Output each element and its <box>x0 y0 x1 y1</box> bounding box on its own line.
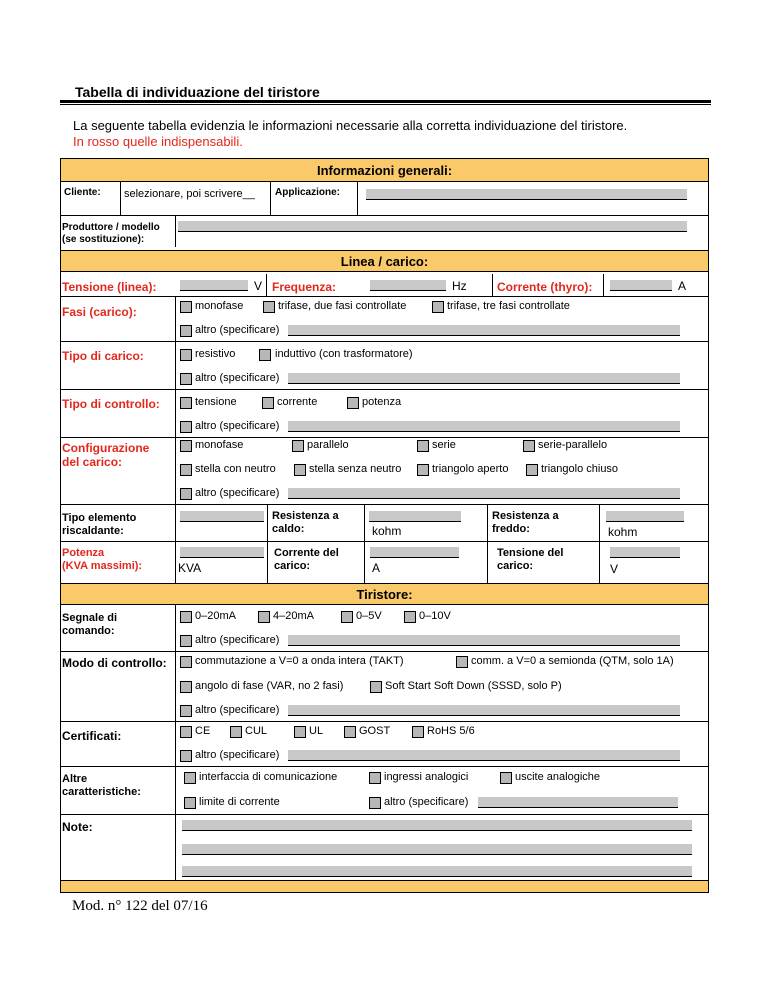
signal-0-5v-checkbox[interactable] <box>341 611 353 623</box>
client-label: Cliente: <box>64 187 101 198</box>
cert-gost-label: GOST <box>359 725 391 737</box>
cold-resistance-field[interactable] <box>606 511 684 522</box>
producer-label-line1: Produttore / modello <box>62 222 160 233</box>
load-inductive-checkbox[interactable] <box>259 349 271 361</box>
feature-analog-in-label: ingressi analogici <box>384 771 469 783</box>
control-power-checkbox[interactable] <box>347 397 359 409</box>
mode-other-field[interactable] <box>288 705 680 716</box>
title-rule <box>60 100 711 103</box>
config-monofase-checkbox[interactable] <box>180 440 192 452</box>
signal-0-10v-checkbox[interactable] <box>404 611 416 623</box>
mode-label: Modo di controllo: <box>62 656 167 670</box>
title-rule-thin <box>60 104 711 105</box>
config-closed-delta-checkbox[interactable] <box>526 464 538 476</box>
phases-two-controlled-checkbox[interactable] <box>263 301 275 313</box>
heater-label-line2: riscaldante: <box>62 525 124 537</box>
power-label-line1: Potenza <box>62 547 105 559</box>
phases-three-controlled-checkbox[interactable] <box>432 301 444 313</box>
cert-other-field[interactable] <box>288 750 680 761</box>
divider <box>599 504 600 541</box>
hot-resistance-label-line1: Resistenza a <box>272 510 339 522</box>
control-voltage-checkbox[interactable] <box>180 397 192 409</box>
config-closed-delta-label: triangolo chiuso <box>541 463 619 475</box>
signal-other-label: altro (specificare) <box>195 634 280 646</box>
feature-analog-in-checkbox[interactable] <box>369 772 381 784</box>
config-other-label: altro (specificare) <box>195 487 280 499</box>
hot-resistance-field[interactable] <box>369 511 461 522</box>
notes-field-line2[interactable] <box>182 844 692 855</box>
divider <box>487 504 488 541</box>
feature-analog-out-checkbox[interactable] <box>500 772 512 784</box>
intro-line: La seguente tabella evidenzia le informazioni necessarie alla corretta individuazione del tiristore. <box>73 118 628 133</box>
section-line-title: Linea / carico: <box>340 254 429 269</box>
cert-ce-checkbox[interactable] <box>180 726 192 738</box>
config-label-line2: del carico: <box>62 455 123 469</box>
cold-resistance-label-line1: Resistenza a <box>492 510 559 522</box>
load-resistive-label: resistivo <box>195 348 236 360</box>
config-series-label: serie <box>432 439 456 451</box>
config-series-parallel-checkbox[interactable] <box>523 440 535 452</box>
load-resistive-checkbox[interactable] <box>180 349 192 361</box>
intro-text <box>73 118 627 150</box>
divider <box>267 541 268 583</box>
feature-comm-label: interfaccia di comunicazione <box>199 771 338 783</box>
voltage-label: Tensione (linea): <box>62 280 157 294</box>
feature-other-field[interactable] <box>478 797 678 808</box>
signal-0-10v-label: 0–10V <box>419 610 451 622</box>
control-current-label: corrente <box>277 396 318 408</box>
divider <box>175 504 176 541</box>
divider <box>175 541 176 583</box>
mode-takt-label: commutazione a V=0 a onda intera (TAKT) <box>195 655 404 667</box>
divider <box>175 215 176 247</box>
load-type-label: Tipo di carico: <box>62 349 144 363</box>
heater-label-line1: Tipo elemento <box>62 512 137 524</box>
divider <box>487 541 488 583</box>
divider <box>60 721 709 722</box>
config-open-delta-label: triangolo aperto <box>432 463 509 475</box>
cold-resistance-label-line2: freddo: <box>492 523 530 535</box>
divider <box>175 341 176 389</box>
feature-current-limit-checkbox[interactable] <box>184 797 196 809</box>
heater-label <box>62 512 136 538</box>
load-other-field[interactable] <box>288 373 680 384</box>
cert-ul-label: UL <box>309 725 324 737</box>
mode-var-label: angolo di fase (VAR, no 2 fasi) <box>195 680 344 692</box>
config-label-line1: Configurazione <box>62 441 150 455</box>
phases-three-controlled-label: trifase, tre fasi controllate <box>447 300 570 312</box>
divider <box>357 182 358 215</box>
divider <box>60 814 709 815</box>
config-star-no-neutral-label: stella senza neutro <box>309 463 402 475</box>
cert-rohs-label: RoHS 5/6 <box>427 725 475 737</box>
config-series-checkbox[interactable] <box>417 440 429 452</box>
phases-two-controlled-label: trifase, due fasi controllate <box>278 300 407 312</box>
config-open-delta-checkbox[interactable] <box>417 464 429 476</box>
mode-sssd-label: Soft Start Soft Down (SSSD, solo P) <box>385 680 562 692</box>
signal-other-field[interactable] <box>288 635 680 646</box>
load-current-unit: A <box>372 561 381 575</box>
cert-rohs-checkbox[interactable] <box>412 726 424 738</box>
divider <box>60 766 709 767</box>
load-voltage-label-line1: Tensione del <box>497 547 564 559</box>
cert-label: Certificati: <box>62 729 122 743</box>
config-star-neutral-checkbox[interactable] <box>180 464 192 476</box>
mode-other-label: altro (specificare) <box>195 704 280 716</box>
current-unit: A <box>678 279 687 293</box>
load-voltage-field[interactable] <box>610 547 680 558</box>
control-current-checkbox[interactable] <box>262 397 274 409</box>
divider <box>60 504 709 505</box>
notes-label: Note: <box>62 820 93 834</box>
signal-4-20ma-label: 4–20mA <box>273 610 314 622</box>
load-current-field[interactable] <box>370 547 459 558</box>
voltage-unit: V <box>254 279 263 293</box>
signal-label <box>62 612 117 638</box>
divider <box>175 721 176 766</box>
power-unit: KVA <box>178 561 202 575</box>
features-label <box>62 773 141 799</box>
frequency-label: Frequenza: <box>272 280 337 294</box>
load-other-checkbox[interactable] <box>180 373 192 385</box>
feature-other-checkbox[interactable] <box>369 797 381 809</box>
divider <box>175 605 176 651</box>
divider <box>267 504 268 541</box>
frequency-unit: Hz <box>452 279 467 293</box>
divider <box>603 274 604 296</box>
application-label: Applicazione: <box>275 187 341 198</box>
section-thyristor-title: Tiristore: <box>356 587 413 602</box>
load-voltage-unit: V <box>610 562 619 576</box>
phases-monofase-checkbox[interactable] <box>180 301 192 313</box>
section-line-header <box>60 250 709 272</box>
signal-other-checkbox[interactable] <box>180 635 192 647</box>
divider <box>175 296 176 341</box>
config-other-checkbox[interactable] <box>180 488 192 500</box>
control-other-label: altro (specificare) <box>195 420 280 432</box>
divider <box>60 651 709 652</box>
feature-comm-checkbox[interactable] <box>184 772 196 784</box>
cert-ce-label: CE <box>195 725 211 737</box>
signal-0-20ma-checkbox[interactable] <box>180 611 192 623</box>
feature-current-limit-label: limite di corrente <box>199 796 280 808</box>
load-current-label-line2: carico: <box>274 560 311 572</box>
cold-resistance-unit: kohm <box>608 525 638 539</box>
voltage-field[interactable] <box>180 280 248 291</box>
divider <box>364 541 365 583</box>
cert-gost-checkbox[interactable] <box>344 726 356 738</box>
footer-mod: Mod. n° 122 del 07/16 <box>72 898 208 914</box>
signal-label-line2: comando: <box>62 625 115 637</box>
current-label: Corrente (thyro): <box>497 280 593 294</box>
section-general-header <box>60 158 709 182</box>
divider <box>266 274 267 296</box>
divider <box>175 766 176 814</box>
divider <box>60 296 709 297</box>
config-star-neutral-label: stella con neutro <box>195 463 276 475</box>
config-parallel-label: parallelo <box>307 439 349 451</box>
notes-field-line3[interactable] <box>182 866 692 877</box>
section-general-title: Informazioni generali: <box>316 163 453 178</box>
hot-resistance-label-line2: caldo: <box>272 523 305 535</box>
divider <box>60 215 709 216</box>
feature-other-label: altro (specificare) <box>384 796 469 808</box>
producer-field[interactable] <box>178 221 687 232</box>
config-series-parallel-label: serie-parallelo <box>538 439 608 451</box>
application-field[interactable] <box>366 189 687 200</box>
producer-label-line2: (se sostituzione): <box>62 234 145 245</box>
config-star-no-neutral-checkbox[interactable] <box>294 464 306 476</box>
load-current-label <box>274 547 339 573</box>
divider <box>270 182 271 215</box>
control-other-field[interactable] <box>288 421 680 432</box>
divider <box>60 389 709 390</box>
signal-0-5v-label: 0–5V <box>356 610 382 622</box>
mode-takt-checkbox[interactable] <box>180 656 192 668</box>
mode-var-checkbox[interactable] <box>180 681 192 693</box>
phases-label: Fasi (carico): <box>62 305 137 319</box>
config-label <box>62 441 149 469</box>
hot-resistance-label <box>272 510 339 536</box>
control-type-label: Tipo di controllo: <box>62 397 160 411</box>
producer-label <box>62 222 160 246</box>
control-power-label: potenza <box>362 396 402 408</box>
config-other-field[interactable] <box>288 488 680 499</box>
control-voltage-label: tensione <box>195 396 237 408</box>
control-other-checkbox[interactable] <box>180 421 192 433</box>
phases-other-label: altro (specificare) <box>195 324 280 336</box>
config-monofase-label: monofase <box>195 439 244 451</box>
signal-0-20ma-label: 0–20mA <box>195 610 236 622</box>
mode-qtm-checkbox[interactable] <box>456 656 468 668</box>
feature-analog-out-label: uscite analogiche <box>515 771 601 783</box>
power-label <box>62 547 142 573</box>
divider <box>175 651 176 721</box>
page-title: Tabella di individuazione del tiristore <box>75 84 320 100</box>
divider <box>60 341 709 342</box>
divider <box>175 814 176 880</box>
mode-sssd-checkbox[interactable] <box>370 681 382 693</box>
mode-other-checkbox[interactable] <box>180 705 192 717</box>
load-voltage-label <box>497 547 563 573</box>
load-inductive-label: induttivo (con trasformatore) <box>275 348 413 360</box>
signal-4-20ma-checkbox[interactable] <box>258 611 270 623</box>
heater-field[interactable] <box>180 511 264 522</box>
load-other-label: altro (specificare) <box>195 372 280 384</box>
load-current-label-line1: Corrente del <box>274 547 339 559</box>
divider <box>492 274 493 296</box>
current-field[interactable] <box>610 280 672 291</box>
intro-red-line: In rosso quelle indispensabili. <box>73 134 243 149</box>
power-field[interactable] <box>180 547 264 558</box>
mode-qtm-label: comm. a V=0 a semionda (QTM, solo 1A) <box>471 655 674 667</box>
cold-resistance-label <box>492 510 559 536</box>
divider <box>60 437 709 438</box>
cert-cul-checkbox[interactable] <box>230 726 242 738</box>
section-thyristor-header <box>60 583 709 605</box>
divider <box>175 437 176 504</box>
divider <box>60 541 709 542</box>
phases-other-field[interactable] <box>288 325 680 336</box>
client-field[interactable]: selezionare, poi scrivere__ <box>124 188 255 200</box>
signal-label-line1: Segnale di <box>62 612 118 624</box>
features-label-line2: caratteristiche: <box>62 786 141 798</box>
cert-ul-checkbox[interactable] <box>294 726 306 738</box>
phases-other-checkbox[interactable] <box>180 325 192 337</box>
config-parallel-checkbox[interactable] <box>292 440 304 452</box>
load-voltage-label-line2: carico: <box>497 560 534 572</box>
divider <box>599 541 600 583</box>
divider <box>175 389 176 437</box>
phases-monofase-label: monofase <box>195 300 244 312</box>
divider <box>120 182 121 215</box>
hot-resistance-unit: kohm <box>372 524 402 538</box>
divider <box>364 504 365 541</box>
notes-field-line1[interactable] <box>182 820 692 831</box>
cert-other-checkbox[interactable] <box>180 750 192 762</box>
form-bottom-band <box>60 880 709 893</box>
frequency-field[interactable] <box>370 280 446 291</box>
cert-other-label: altro (specificare) <box>195 749 280 761</box>
power-label-line2: (KVA massimi): <box>62 560 143 572</box>
features-label-line1: Altre <box>62 773 88 785</box>
cert-cul-label: CUL <box>245 725 268 737</box>
